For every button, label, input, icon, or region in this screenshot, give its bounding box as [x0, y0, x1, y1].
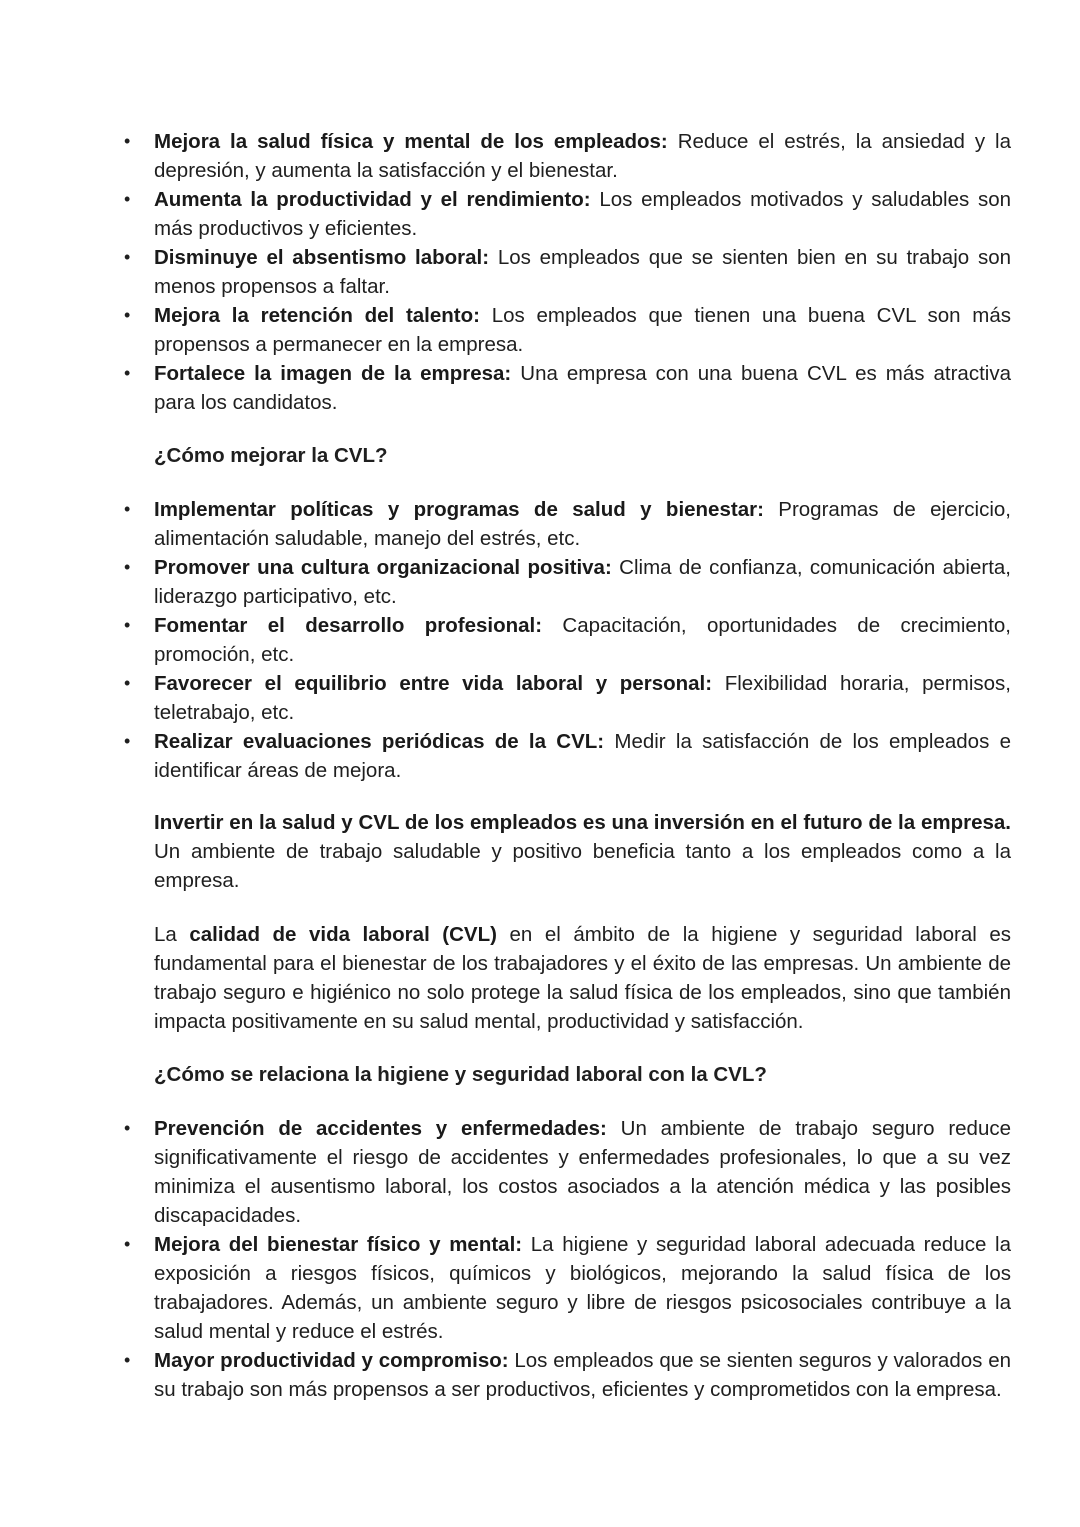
list-item: [124, 1114, 1012, 1230]
item-title: Mayor productividad y compromiso:: [154, 1349, 509, 1372]
bullet-icon: •: [124, 499, 131, 519]
item-text: Capacitación, oportunidades de crecimiento, promoción, etc.: [154, 614, 1011, 666]
paragraph-bold: Invertir en la salud y CVL de los empleados es una inversión en el futuro de la empresa.: [154, 811, 1011, 834]
item-title: Mejora la retención del talento:: [154, 304, 480, 327]
bullet-icon: •: [124, 247, 131, 267]
bullet-icon: •: [124, 1350, 131, 1370]
item-text: Programas de ejercicio, alimentación saludable, manejo del estrés, etc.: [154, 498, 1011, 550]
item-text: Los empleados que se sienten seguros y valorados en su trabajo son más propensos a ser productivos, eficientes y comprometidos con la empresa.: [154, 1349, 1011, 1401]
bullet-icon: •: [124, 557, 131, 577]
item-text: Flexibilidad horaria, permisos, teletrabajo, etc.: [154, 672, 1011, 724]
paragraph-text: Un ambiente de trabajo saludable y positivo beneficia tanto a los empleados como a la empresa.: [154, 840, 1011, 892]
item-title: Disminuye el absentismo laboral:: [154, 246, 490, 269]
paragraph-prefix: La: [154, 923, 190, 946]
item-title: Aumenta la productividad y el rendimiento:: [154, 188, 591, 211]
item-title: Promover una cultura organizacional positiva:: [154, 556, 612, 579]
list-item: [124, 553, 1011, 611]
item-title: Fortalece la imagen de la empresa:: [154, 362, 512, 385]
benefits-list: [124, 127, 1012, 417]
paragraph-bold: calidad de vida laboral (CVL): [189, 923, 497, 946]
bullet-icon: •: [124, 1234, 131, 1254]
list-item: [124, 669, 1011, 727]
heading-improve: ¿Cómo mejorar la CVL?: [154, 444, 388, 467]
bullet-icon: •: [124, 363, 131, 383]
item-title: Realizar evaluaciones periódicas de la CVL:: [154, 730, 605, 753]
paragraph-cvl: [154, 920, 1011, 1036]
item-text: Un ambiente de trabajo seguro reduce significativamente el riesgo de accidentes y enfermedades profesionales, lo que a su vez minimiza el ausentismo laboral, los costos asociados a la atención médica y las posibles discapacidades.: [154, 1117, 1012, 1227]
bullet-icon: •: [124, 731, 131, 751]
list-item: [124, 243, 1011, 301]
list-item: [124, 359, 1011, 417]
item-text: La higiene y seguridad laboral adecuada reduce la exposición a riesgos físicos, químicos y biológicos, mejorando la salud física de los trabajadores. Además, un ambiente seguro y libre de riesgos psicosociales contribuye a la salud mental y reduce el estrés.: [154, 1233, 1011, 1343]
list-item: [124, 127, 1011, 185]
item-text: Los empleados que se sienten bien en su trabajo son menos propensos a faltar.: [154, 246, 1011, 298]
item-title: Mejora del bienestar físico y mental:: [154, 1233, 523, 1256]
bullet-icon: •: [124, 1118, 131, 1138]
list-item: [124, 1346, 1011, 1404]
paragraph-invest: [154, 808, 1011, 895]
heading-relation: ¿Cómo se relaciona la higiene y seguridad laboral con la CVL?: [154, 1063, 767, 1086]
list-item: [124, 495, 1011, 553]
item-title: Fomentar el desarrollo profesional:: [154, 614, 543, 637]
improve-list: [124, 495, 1011, 785]
list-item: [124, 301, 1011, 359]
item-title: Mejora la salud física y mental de los empleados:: [154, 130, 668, 153]
list-item: [124, 727, 1011, 785]
item-text: Clima de confianza, comunicación abierta, liderazgo participativo, etc.: [154, 556, 1011, 608]
bullet-icon: •: [124, 673, 131, 693]
relation-list: [124, 1114, 1012, 1404]
item-text: Los empleados que tienen una buena CVL son más propensos a permanecer en la empresa.: [154, 304, 1011, 356]
item-title: Implementar políticas y programas de salud y bienestar:: [154, 498, 764, 521]
item-text: Una empresa con una buena CVL es más atractiva para los candidatos.: [154, 362, 1011, 414]
bullet-icon: •: [124, 131, 131, 151]
list-item: [124, 611, 1011, 669]
list-item: [124, 1230, 1011, 1346]
list-item: [124, 185, 1012, 243]
item-title: Prevención de accidentes y enfermedades:: [154, 1117, 607, 1140]
bullet-icon: •: [124, 305, 131, 325]
bullet-icon: •: [124, 615, 131, 635]
item-text: Medir la satisfacción de los empleados e identificar áreas de mejora.: [154, 730, 1011, 782]
item-text: Reduce el estrés, la ansiedad y la depresión, y aumenta la satisfacción y el bienestar.: [154, 130, 1011, 182]
item-text: Los empleados motivados y saludables son más productivos y eficientes.: [154, 188, 1012, 240]
bullet-icon: •: [124, 189, 131, 209]
paragraph-text: en el ámbito de la higiene y seguridad laboral es fundamental para el bienestar de los trabajadores y el éxito de las empresas. Un ambiente de trabajo seguro e higiénico no solo protege la salud física de los empleados, sino que también impacta positivamente en su salud mental, productividad y satisfacción.: [154, 923, 1011, 1033]
item-title: Favorecer el equilibrio entre vida laboral y personal:: [154, 672, 713, 695]
